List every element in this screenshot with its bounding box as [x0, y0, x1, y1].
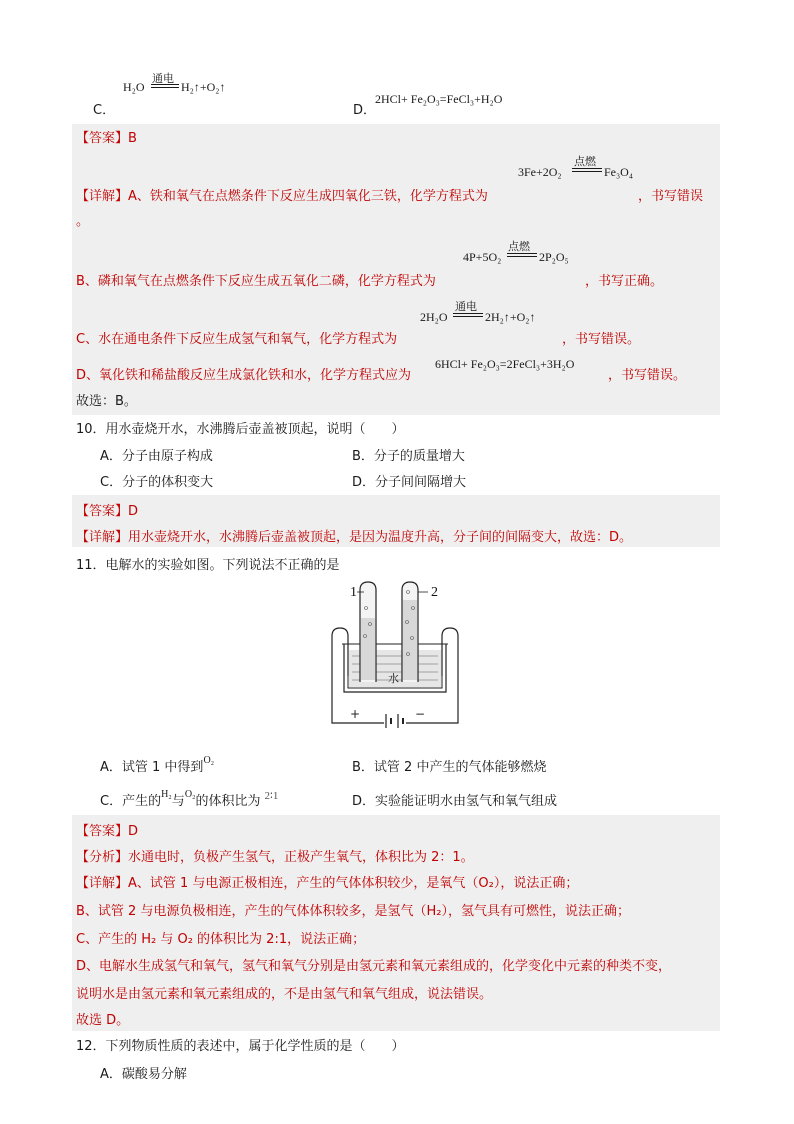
q11-analysis: 【分析】水通电时，负极产生氢气，正极产生氧气，体积比为 2：1。 — [76, 850, 474, 865]
q9-option-d-label: D． — [353, 103, 377, 118]
q10-option-a: A．分子由原子构成 — [100, 449, 213, 464]
q10-option-d: D．分子间间隔增大 — [352, 475, 467, 490]
q11-answer: 【答案】D — [76, 824, 139, 839]
q9-detail-b-equation: 4P+5O₂ 点燃 2P₂O₅ — [463, 241, 569, 264]
tube-2-label: 2 — [431, 585, 438, 600]
q11-option-a: A．试管 1 中得到$^{O_2}$ — [100, 755, 215, 775]
water-label: 水 — [388, 672, 399, 685]
q9-detail-d-equation: 6HCl+ Fe₂O₃=2FeCl₃+3H₂O — [435, 357, 575, 371]
q11-conclusion: 故选 D。 — [76, 1013, 130, 1028]
q9-detail-d-post: ，书写错误。 — [608, 368, 687, 383]
q9-detail-b-post: ，书写正确。 — [585, 274, 664, 289]
q9-detail-a-equation: 3Fe+2O₂ 点燃 Fe₃O₄ — [518, 156, 634, 179]
q10-stem: 10．用水壶烧开水，水沸腾后壶盖被顶起，说明（ ） — [76, 422, 405, 437]
q9-option-c-equation — [123, 70, 253, 98]
q10-option-b: B．分子的质量增大 — [352, 449, 465, 464]
q9-answer: 【答案】B — [76, 131, 137, 146]
q9-detail-d: D、氧化铁和稀盐酸反应生成氯化铁和水，化学方程式应为 — [76, 368, 412, 383]
tube-1-label: 1 — [350, 585, 357, 600]
electrolysis-apparatus-figure — [320, 578, 470, 728]
q11-option-b: B．试管 2 中产生的气体能够燃烧 — [352, 760, 547, 775]
q10-detail: 【详解】用水壶烧开水，水沸腾后壶盖被顶起，是因为温度升高，分子间的间隔变大，故选：D。 — [76, 530, 633, 545]
q11-option-d: D．实验能证明水由氢气和氧气组成 — [352, 794, 558, 809]
q12-option-a: A．碳酸易分解 — [100, 1067, 187, 1082]
q9-detail-a-tail: 。 — [76, 214, 90, 229]
q9-detail-b: B、磷和氧气在点燃条件下反应生成五氧化二磷，化学方程式为 — [76, 274, 436, 289]
q9-detail-a: 【详解】A、铁和氧气在点燃条件下反应生成四氧化三铁，化学方程式为 — [76, 189, 488, 204]
q9-detail-c-post: ，书写错误。 — [562, 332, 641, 347]
q11-detail-b: B、试管 2 与电源负极相连，产生的气体体积较多，是氢气（H₂），氢气具有可燃性，说法正确； — [76, 904, 630, 919]
eq-condition: 通电 — [152, 73, 174, 85]
q12-stem: 12．下列物质性质的表述中，属于化学性质的是（ ） — [76, 1039, 405, 1054]
q10-answer: 【答案】D — [76, 504, 139, 519]
q11-detail-d1: D、电解水生成氢气和氧气，氢气和氧气分别是由氢元素和氧元素组成的，化学变化中元素的种类不变， — [76, 959, 672, 974]
q9-detail-a-post: ，书写错误 — [638, 189, 704, 204]
negative-terminal-label: − — [415, 707, 426, 721]
q11-stem: 11．电解水的实验如图。下列说法不正确的是 — [76, 558, 340, 573]
q11-detail-c: C、产生的 H₂ 与 O₂ 的体积比为 2:1，说法正确； — [76, 932, 366, 947]
q9-option-c-label: C． — [93, 103, 116, 118]
eq-left: H₂O — [123, 80, 145, 94]
q9-conclusion: 故选：B。 — [76, 394, 137, 409]
q10-option-c: C．分子的体积变大 — [100, 475, 214, 490]
q11-option-c: C．产生的$^{H_2}$与$^{O_2}$的体积比为 $^{2∶1}$ — [100, 789, 279, 809]
eq-right: H₂↑+O₂↑ — [181, 80, 226, 94]
q9-option-d-equation: 2HCl+ Fe₂O₃=FeCl₃+H₂O — [375, 92, 503, 106]
q11-detail-a: 【详解】A、试管 1 与电源正极相连，产生的气体体积较少，是氧气（O₂），说法正确； — [76, 876, 579, 891]
positive-terminal-label: + — [350, 707, 361, 721]
q9-detail-c: C、水在通电条件下反应生成氢气和氧气，化学方程式为 — [76, 332, 398, 347]
q11-detail-d2: 说明水是由氢元素和氧元素组成的，不是由氢气和氧气组成，说法错误。 — [76, 987, 493, 1002]
q9-detail-c-equation: 2H₂O 通电 2H₂↑+O₂↑ — [420, 301, 536, 324]
o2-symbol: O₂ — [203, 755, 215, 766]
